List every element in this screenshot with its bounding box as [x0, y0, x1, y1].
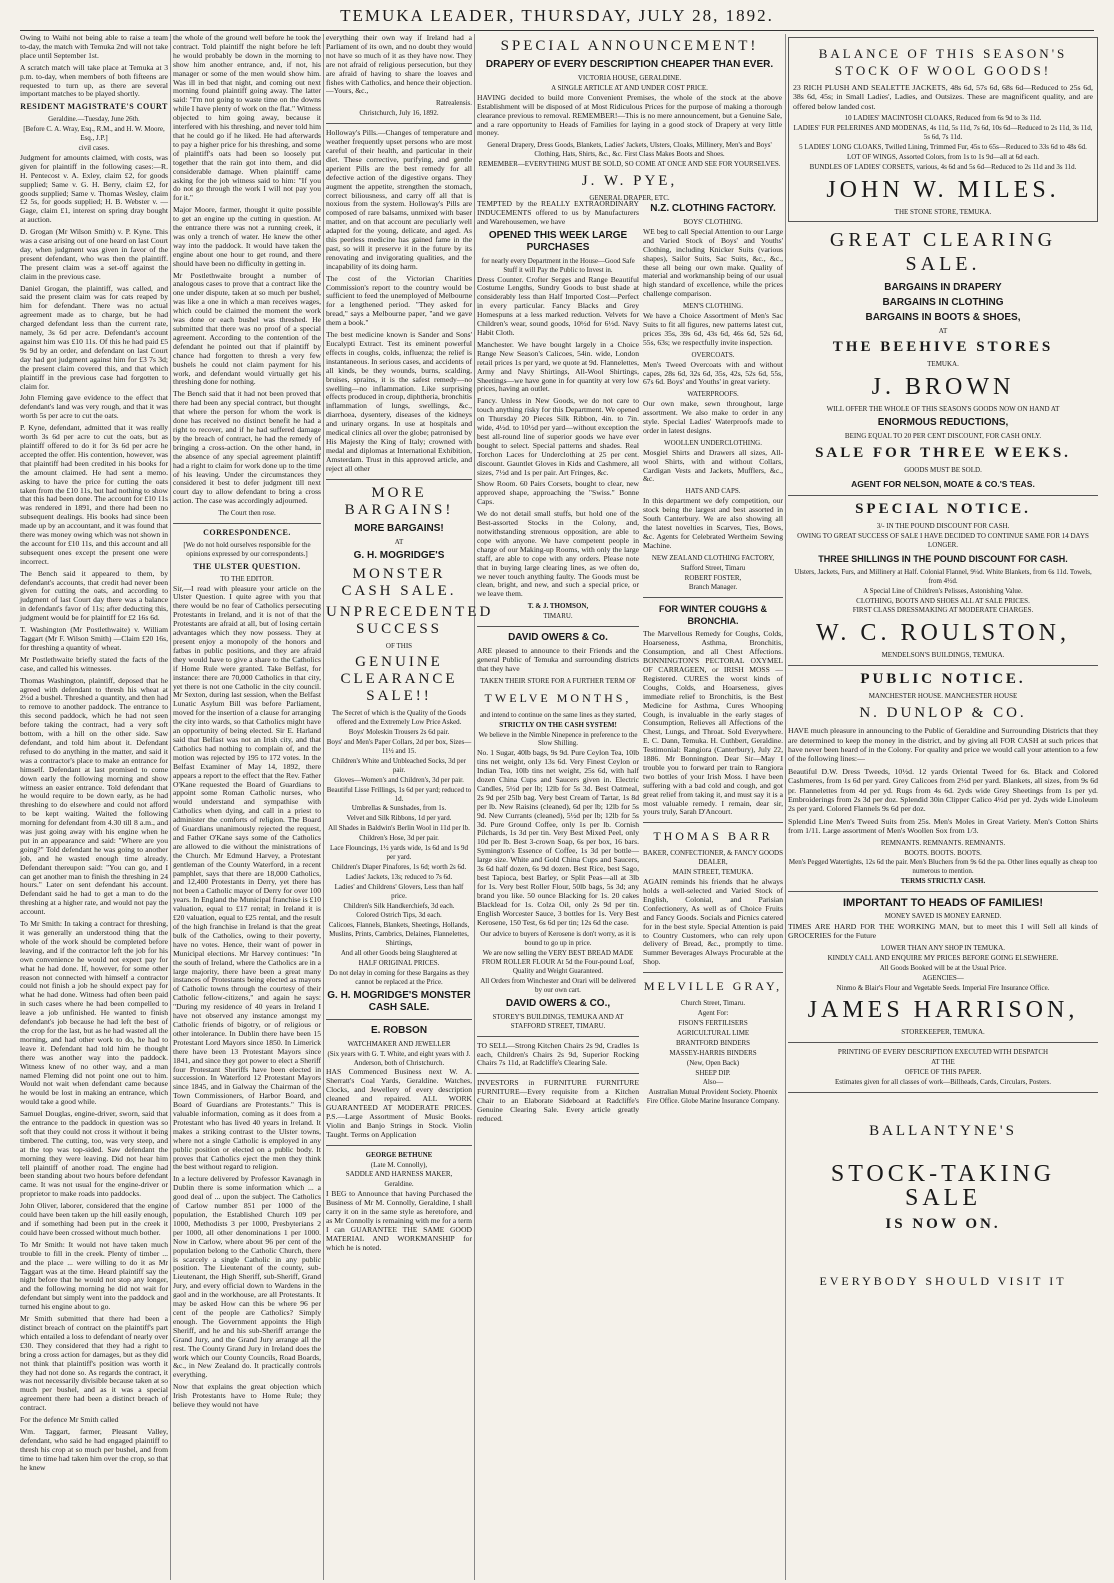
ad-text: BEING EQUAL TO 20 PER CENT DISCOUNT, FOR CASH ONLY.	[844, 432, 1042, 441]
ad-merchant: NEW ZEALAND CLOTHING FACTORY,	[651, 553, 775, 562]
paragraph: Mr Smith submitted that there had been a distinct breach of contract on the plaintiff's part which entailed a loss to defendant of nearly over £30. They considered that they had a right to bring a cross action for damages, but as they did not think that plaintiff's position was worth it they had not done so. As regards the contract, it was not necessarily divisible because taken at so much per bushel, and as it was a special agreement there had been a distinct breach of contract.	[20, 1314, 168, 1413]
column-divider	[785, 34, 786, 1580]
ad-text: FIRST CLASS DRESSMAKING AT MODERATE CHARGES.	[852, 606, 1034, 615]
paragraph: Holloway's Pills.—Changes of temperature and weather frequently upset persons who are most careful of their health, and particular in their diet. These corrective, purifying, and gentle aperient Pills are the best remedy for all defective action of the digestive organs. They augment the appetite, strengthen the stomach, correct biliousness, and carry off all that is noxious from the system. Holloway's Pills are composed of rare balsams, unmixed with baser matter, and on that account are peculiarly well adapted for the young, delicate, and aged. As this peerless medicine has gained fame in the past, so will it preserve it in the future by its renovating and invigorating qualities, and the incapability of its doing harm.	[326, 128, 472, 271]
ad-trade: WATCHMAKER AND JEWELLER	[347, 1039, 451, 1048]
column-5	[643, 200, 783, 1580]
ad-text: All Orders from Winchester and Orari will be delivered by our own cart.	[480, 976, 636, 994]
ad-item-list	[326, 728, 472, 986]
paragraph: TO SELL—Strong Kitchen Chairs 2s 9d, Cradles 1s each, Children's Chairs 2s 9d, Superior Rocking Chairs 7s 11d, at Radcliffe's Clearing Sale.	[477, 1040, 639, 1068]
paragraph: The Marvellous Remedy for Coughs, Colds, Hoarseness, Asthma, Bronchitis, Consumption, and all Chest Affections. BONNINGTON'S PECTORAL OXYMEL OF CARRAGEEN, or IRISH MOSS — Registered. CURES the worst kinds of Coughs, Colds, and Hoarseness, gives immediate relief to Bronchitis, is the Best Medicine for Asthma, Cures Whooping Cough, is invaluable in the early stages of Consumption, Relieves all Affections of the Chest, Lungs, and Throat. Sold Everywhere. E. C. Dann, Temuka. H. Cuthbert, Geraldine. Testimonial: Rangiora (Canterbury), July 22, 1886. Mr Bonnington. Dear Sir—May I trouble you to forward per train to Rangiora two bottles of your Irish Moss. I have been suffering with a bad cold and cough, and got great relief from taking it, and must say it is a most valuable remedy. I remain, dear sir, yours truly, Sarah D'Ancourt.	[643, 629, 783, 817]
announcement-banner	[477, 34, 782, 203]
paragraph: Men's Tweed Overcoats with and without capes, 28s 6d, 32s 6d, 35s, 42s, 52s 6d, 55s, 67s 6d. Boys' and Youths' in great variety.	[643, 359, 783, 387]
ad-tagline: A SINGLE ARTICLE AT AND UNDER COST PRICE.	[551, 83, 708, 92]
ad-item: Children's Diaper Pinafores, 1s 6d; worth 2s 6d.	[331, 862, 467, 871]
ad-text: (Six years with G. T. White, and eight years with J. Anderson, both of Christchurch.	[327, 1049, 471, 1067]
subheading: civil cases.	[78, 143, 110, 152]
ad-subheading: Agent For:	[697, 1009, 729, 1018]
column-divider	[474, 34, 475, 1580]
ad-headline: PUBLIC NOTICE.	[860, 671, 1026, 688]
paragraph: The Bench said it appeared to them, by defendant's accounts, that credit had never been given for cutting the oats, and according to judgment of last Court day there was a balance in defendant's favor of 11s; after deducting this, judgment would be for plaintiff for £2 16s 6d.	[20, 568, 168, 623]
ad-text: Estimates given for all classes of work—Billheads, Cards, Circulars, Posters.	[835, 1078, 1051, 1087]
ad-text: LOWER THAN ANY SHOP IN TEMUKA.	[880, 943, 1006, 952]
agent-item: BRANTFORD BINDERS	[675, 1038, 751, 1047]
ad-item: Boys' Moleskin Trousers 2s 6d pair.	[348, 728, 450, 737]
price-list: Splendid Line Men's Tweed Suits from 25s. Men's Moles in Great Variety. Men's Cotton Shirts from 1/11. Large assortment of Men's Woollen Sox from 1/3.	[788, 816, 1098, 836]
paragraph: The Bench said that it had not been proved that there had been any special contract, but thought that where the person for whom the work is done has received no distinct benefit he had a right to recover, and if he had suffered damage by the breach of contract, he had the remedy of bringing a cross-action. On the other hand, in the absence of any special agreement plaintiff had a right to claim for work done up to the time of his leaving. Under the circumstances they considered it best to defer judgment till next court day to allow defendant to bring a cross action. The case was accordingly adjourned.	[173, 389, 321, 506]
ad-subheading: OVERCOATS.	[691, 350, 735, 359]
ad-text: REMNANTS. REMNANTS. REMNANTS.	[880, 838, 1006, 847]
ad-text: TAKEN THEIR STORE FOR A FURTHER TERM OF	[480, 676, 636, 685]
divider	[477, 1036, 639, 1037]
paragraph: Manchester. We have bought largely in a Choice Range New Season's Calicoes, 54in. wide, London retail prices 1s per yard, we quote at 9d. Flannelettes, Army and Navy Shirtings, All-Wool Shirtings, Sheetings—we have gone in for quantity at very low prices, having an outlet.	[477, 339, 639, 394]
ad-headline: MORE BARGAINS!	[344, 484, 454, 518]
ad-trade: STOREKEEPER, TEMUKA.	[901, 1028, 985, 1037]
bargain-item: BARGAINS IN DRAPERY	[884, 281, 1002, 293]
ad-item: 10 LADIES' MACINTOSH CLOAKS, Reduced from 6s 9d to 3s 11d.	[844, 114, 1042, 123]
ad-item: LOT OF WINGS, Assorted Colors, from 1s to 1s 9d—all at 6d each.	[846, 152, 1040, 161]
paragraph: TIMES ARE HARD FOR THE WORKING MAN, but to meet this I will Sell all kinds of GROCERIES for the Future	[788, 922, 1098, 941]
ad-subheading: HATS AND CAPS.	[685, 487, 741, 496]
paragraph: Major Moore, farmer, thought it quite possible to get an engine up the cutting in question. At the entrance there was not a running creek, it was only a trench of water. He knew the other way into the paddock. It would have taken the engine about one hour to get round, and there should have been no difficulty in getting in.	[173, 205, 321, 268]
ad-item: Children's Silk Handkerchiefs, 3d each.	[343, 901, 455, 910]
ad-headline: BALANCE OF THIS SEASON'S STOCK OF WOOL GOODS!	[818, 46, 1068, 78]
ad-address: Church Street, Timaru.	[680, 999, 746, 1008]
ad-text: GOODS MUST BE SOLD.	[904, 466, 982, 475]
bargain-item: BARGAINS IN BOOTS & SHOES,	[865, 311, 1021, 323]
divider	[477, 1073, 639, 1074]
column-2	[173, 34, 321, 1580]
paragraph: Show Room. 60 Pairs Corsets, bought to clear, new approved shape, approaching the "Swiss." Bonne Caps.	[477, 479, 639, 507]
disclaimer: [We do not hold ourselves responsible for the opinions expressed by our correspondents.]	[183, 540, 311, 558]
paragraph: Mr Postlethwaite brought a number of analogous cases to prove that a contract like the one under dispute, taken at so much per bushel, was like a one in which a man receives wages, which could be claimed the moment the work was done or each bushel was threshed. He submitted that there was no proof of a special agreement. According to the contention of the defendant he pointed out that if plaintiff by chance had forgotten to thresh a very few bushels he could not claim payment for his work, and defendant would virtually get his threshing done for nothing.	[173, 270, 321, 387]
signature: Ratrealensis.	[436, 99, 472, 108]
ad-at: AT	[394, 537, 404, 546]
paragraph: P. Kyne, defendant, admitted that it was really worth 3s 6d per acre to cut the oats, but as plaintiff offered to do it for 3s 6d per acre he accepted the offer. His contention, however, was that plaintiff had been credited in his books for the amount claimed. He had sent a memo. asking to have the price for cutting the oats taken from the £10 11s, but had nothing to show that this had been done. The account for £10 11s was rendered in 1891, and there had been no subsequent dealings. His books had since been made up by an accountant, and it was found that there was money owing which was not shown in the account for £10 11s, and this account and all subsequent ones except the present one were incorrect.	[20, 423, 168, 566]
divider	[326, 479, 472, 480]
ad-address: MAIN STREET, TEMUKA.	[672, 868, 754, 877]
ad-location: VICTORIA HOUSE, GERALDINE.	[577, 74, 682, 82]
ad-headline: FOR WINTER COUGHS & BRONCHIA.	[659, 604, 767, 627]
masthead: TEMUKA LEADER, THURSDAY, JULY 28, 1892.	[340, 6, 774, 25]
ad-item: Beautiful Lisse Frillings, 1s 6d per yard; reduced to 1d.	[326, 785, 472, 803]
ad-text: We are now selling the VERY BEST BREAD MADE FROM ROLLER FLOUR At 5d the Four-pound Loaf, Quality and Weight Guaranteed.	[481, 949, 635, 976]
paragraph: HAVING decided to build more Convenient Premises, the whole of the stock at the above Establishment will be disposed of at Most Ridiculous Prices for the purpose of making a thorough clearance previous to removal. REMEMBER!—This is no mere announcement, but a Genuine Sale, and a rare opportunity to Heads of Families for laying in a good stock of Drapery at very little money.	[477, 92, 782, 138]
to-editor: TO THE EDITOR.	[220, 574, 274, 583]
ad-merchant: JAMES HARRISON,	[807, 997, 1079, 1024]
section-heading: CORRESPONDENCE.	[203, 528, 291, 538]
ad-merchant: MELVILLE GRAY,	[643, 979, 783, 994]
ad-headline: N.Z. CLOTHING FACTORY.	[650, 203, 776, 214]
ad-merchant: J. BROWN	[871, 374, 1015, 401]
paragraph: Now that explains the great objection which Irish Protestants have to Home Rule; they believe they would not have	[173, 1382, 321, 1410]
ad-text: All Goods Booked will be at the Usual Price.	[879, 963, 1007, 972]
ad-text: EVERYBODY SHOULD VISIT IT	[819, 1273, 1067, 1288]
bargain-item: BARGAINS IN CLOTHING	[882, 296, 1004, 308]
article-heading: RESIDENT MAGISTRATE'S COURT	[20, 102, 168, 112]
bench: [Before C. A. Wray, Esq., R.M., and H. W. Moore, Esq., J.P.]	[23, 125, 165, 143]
paragraph: AGAIN reminds his friends that he always holds a well-selected and Varied Stock of English, Colonial, and Parisian Confectionery, As well as of Choice Fruits and Fancy Goods. Socials and Picnics catered for in the best style. Special Attention is paid to Country Customers, who can rely upon delivery of Bread, &c., promptly to time. Summer Beverages Always Procurable at the Shop.	[643, 877, 783, 967]
ad-merchant: N. DUNLOP & CO.	[859, 705, 1027, 722]
ad-text: Australian Mutual Provident Society. Phoenix Fire Office. Globe Marine Insurance Company.	[646, 1088, 780, 1106]
column-4	[477, 200, 639, 1580]
ad-text: Ninmo & Blair's Flour and Vegetable Seeds. Imperial Fire Insurance Office.	[836, 983, 1050, 992]
column-3	[326, 33, 494, 1580]
paragraph: HAS Commenced Business next W. A. Sherratt's Coal Yards, Geraldine. Watches, Clocks, and Jewellery of every description cleaned and repaired. ALL WORK GUARANTEED AT MODERATE PRICES. P.S.—Large Assortment of Music Books. Violin and Banjo Strings in Stock. Violin Taught. Terms on Application	[326, 1067, 472, 1139]
paragraph: TEMPTED by the REALLY EXTRAORDINARY INDUCEMENTS offered to us by Manufacturers and Warehousemen, we have	[477, 199, 639, 226]
divider	[477, 626, 639, 627]
ad-text: WILL OFFER THE WHOLE OF THIS SEASON'S GOODS NOW ON HAND AT	[826, 405, 1060, 414]
ad-subheading: WATERPROOFS.	[687, 390, 739, 399]
ad-role: Branch Manager.	[688, 583, 738, 592]
divider	[173, 523, 321, 524]
paragraph: Thomas Washington, plaintiff, deposed that he agreed with defendant to thresh his wheat at 2½d a bushel. Threshed a quantity, and then had to remove to another paddock. The entrance to this second paddock, which he had not seen before taking the contract, had a very soft bottom, with a hill on the other side. Saw defendant, and told him about it. Defendant refused to do anything in the matter, and said it was a contractor's place to make an entrance for himself. Defendant at last promised to come down early the following morning and show witness an easier entrance. Told defendant that he would require to be down early, as he had threshing to do elsewhere and could not afford to be kept waiting. Waited the following morning for defendant from 4.30 till 8 a.m., and was just going away with his engine when he put in an appearance and said: "Where are you going?" Told defendant he was going to another job, and he wasted enough time already. Defendant thereupon said: "You can go, and I can get another man to finish the threshing in 24 hours." Later on sent defendant his account. Defendant said he had to get a man to do the threshing at a higher rate, and would not pay the account.	[20, 675, 168, 917]
paragraph: 23 RICH PLUSH AND SEALETTE JACKETS, 48s 6d, 57s 6d, 68s 6d—Reduced to 25s 6d, 38s 6d, 45s; in Small Ladies', Ladies, and Outsizes. These are magnificent quality, and are offered below landed cost.	[793, 83, 1093, 111]
paragraph: Daniel Grogan, the plaintiff, was called, and said the present claim was for cats reaped by him for defendant. There was no actual agreement made as to charge, but he had charged defendant less than the current rate, namely, 3s 6d per acre. Defendant's account against him was £10 11s. Of this he had paid £5 9s 9d by an order, and defendant on last Court day had got judgment against him for £3 7s 3d; the present claim covered this, and that which plaintiff in the previous case had forgotten to claim for.	[20, 283, 168, 391]
paragraph: Mr Postlethwaite briefly stated the facts of the case, and called his witnesses.	[20, 654, 168, 673]
ad-trade: SADDLE AND HARNESS MAKER,	[345, 1170, 453, 1179]
paragraph: To Mr Smith: It would not have taken much trouble to fill in the creek. Plenty of timber ... and the place ... were willing to do it as Mr Taggart was at the time. Heard plaintiff say the night before that he would not stop any longer, and the following morning he did not wait for defendant but simply went into the paddock and turned his engine about to go.	[20, 1239, 168, 1312]
ad-manager: ROBERT FOSTER,	[684, 573, 742, 582]
divider	[788, 1042, 1098, 1043]
ad-address: THE STONE STORE, TEMUKA.	[894, 207, 992, 216]
ad-subheadline: DRAPERY OF EVERY DESCRIPTION CHEAPER THAN EVER.	[485, 59, 774, 70]
paragraph: John Oliver, laborer, considered that the engine could have been taken up the hill easily enough, and if something had been put in the creek it could have been crossed without much bother.	[20, 1201, 168, 1237]
ad-town: TIMARU.	[543, 612, 573, 621]
ad-text: OWING TO GREAT SUCCESS OF SALE I HAVE DECIDED TO CONTINUE SAME FOR 14 DAYS LONGER.	[797, 532, 1089, 549]
ad-trade: GENERAL DRAPER, ETC.	[589, 194, 670, 203]
price-list: No. 1 Sugar, 40lb bags, 9s 9d. Pure Ceylon Tea, 10lb tins net weight, only 13s 6d. Very Finest Ceylon or Indian Tea, 10lb tins net weight, 25s 6d, with half dozen China Cups and Saucers given in. Electric Candles, 5½d per lb; 12lb for 5s 3d. Best Oatmeal, 2s 9d per 25lb bag. Very best Cream of Tartar, 1s 8d per lb. New Raisins (cleaned), 6d per lb; 12lb for 5s 9d. New Currants (cleaned), 5½d per lb; 12lb for 5s 3d. Pure Ground Coffee, only 1s per lb. Cornish Pilchards, 1s 3d per tin. Very Best Mixed Peel, only 10d per lb. Best 3-crown Soap, 6s per box, 16 bars. Symington's Essence of Coffee, 1s 3d per bottle—large size. White and Gold China Cups and Saucers, 3s 6d half dozen, 6s 9d dozen. Best Rice, best Sago, best Tapioca, best Barley, or Split Peas—all at 3lb for 1s. Very best Roller Flour, 50lb bags, 5s 3d; any brand you like. 50 ounce Blacking for 1s. 20 cakes Blacklead for 1s. Colza Oil, only 2s 9d per tin. English Worcester Sauce, 3 bottles for 1s. Very Best Kerosene, 150 Test, 6s 6d per tin; 12s 6d the case.	[477, 748, 639, 927]
paragraph: In a lecture delivered by Professor Kavanagh in Dublin there is some information which ... a good deal of ... upon the subject. The Catholics of Carlow number 851 per 1000 of the population, the Established Church 109 per 1000, Methodists 3 per 1000, Presbyterians 2 per 1000, all other denominations 1 per 1000. Now in Carlow, where about 96 per cent of the population belong to the Catholic Church, there is scarcely a single Catholic in any public position. The Lieutenant of the county, sub-Lieutenant, the High Sheriff, sub-Sheriff, Grand Jury, and every official down to Wardens in the gaol and in the workhouse, are all Protestants. It may be asked How can this be where 96 per cent of the people are Catholics? Simply enough. The Government appoints the High Sheriff, and he and his sub-Sheriff arrange the Grand Jury, and the Grand Jury arrange all the rest. The County Grand Jury in Ireland does the work which our County Councils, Road Boards, &c., in New Zealand do. It practically controls everything.	[173, 1174, 321, 1380]
ad-item: Ladies' Jackets, 13s; reduced to 7s 6d.	[345, 872, 453, 881]
ad-at: AT	[938, 326, 948, 335]
ad-headline: SPECIAL NOTICE.	[855, 501, 1031, 518]
divider	[788, 891, 1098, 892]
ad-text: Our advice to buyers of Kerosene is don't worry, as it is bound to go up in price.	[480, 930, 636, 948]
paragraph: Our own make, sewn throughout, large assortment. We also make to order in any style. Special Ladies' Waterproofs made to order in latest designs.	[643, 399, 783, 435]
ad-subheadline: THREE SHILLINGS IN THE POUND DISCOUNT FOR CASH.	[818, 553, 1068, 564]
paragraph: WE beg to call Special Attention to our Large and Varied Stock of Boys' and Youths' Clothing, including Knicker Suits (various shapes), Sailor Suits, Sac Suits, &c., &c., these all being our own make. Quality of material and workmanship being of our usual high standard of excellence, while the prices challenge comparison.	[643, 226, 783, 299]
paragraph: Mosgiel Shirts and Drawers all sizes, All-wool Shirts, with and without Collars, Cardigan Vests and Jackets, Mufflers, &c., &c.	[643, 447, 783, 484]
ad-headline: SPECIAL ANNOUNCEMENT!	[500, 38, 759, 54]
ad-merchant: JOHN W. MILES.	[826, 176, 1060, 203]
ad-item: Do not delay in coming for these Bargains as they cannot be replaced at the Price.	[328, 968, 470, 986]
ad-merchant: DAVID OWERS & Co.	[508, 632, 608, 644]
paragraph: everything their own way if Ireland had a Parliament of its own, and no doubt they would not have so much of it as they have now. They are not afraid of religious persecution, but they are afraid of having to share the loaves and fishes with Catholics, and hence their objection. —Yours, &c.,	[326, 33, 472, 96]
ad-subheadline: IS NOW ON.	[885, 1215, 1001, 1232]
agent-item: (New, Open Back)	[686, 1058, 740, 1067]
dateline: Geraldine.—Tuesday, June 26th.	[48, 115, 140, 124]
ad-town: TEMUKA.	[927, 360, 959, 369]
ad-item: Ladies' and Childrens' Glovers, Less than half price.	[334, 882, 464, 900]
ad-item: Boys' and Men's Paper Collars, 2d per box, Sizes—11½ and 15.	[326, 738, 472, 756]
ad-text: REMEMBER—EVERYTHING MUST BE SOLD, SO COME AT ONCE AND SEE FOR YOURSELVES.	[478, 160, 781, 169]
ad-item: Velvet and Silk Ribbons, 1d per yard.	[346, 814, 452, 823]
ad-text: Men's Pegged Watertights, 12s 6d the pair. Men's Bluchers from 9s 6d the pa. Other lines equally as cheap too numerous to mention.	[788, 858, 1098, 876]
paragraph: The best medicine known is Sander and Sons' Eucalypti Extract. Test its eminent powerful effects in coughs, colds, influenza; the relief is instantaneous. In serious cases, and accidents of all kinds, be they wounds, burns, scalding, bruises, sprains, it is the safest remedy—no swelling—no inflammation. Like surprising effects produced in croup, diphtheria, bronchitis inflammation of lungs, swellings, &c., diarrhoea, dysentery, diseases of the kidneys and urinary organs. In use at hospitals and medical clinics all over the globe; patronised by His Majesty the King of Italy; crowned with medal and diplomas at International Exhibition, Amsterdam. Trust in this approved article, and reject all other	[326, 330, 472, 473]
ad-title: TWELVE MONTHS,	[484, 690, 632, 705]
ad-item: Umbrellas & Sunshades, from 1s.	[351, 804, 447, 813]
ad-subheading: MEN'S CLOTHING.	[683, 302, 743, 311]
ad-headline: STOCK-TAKING SALE	[830, 1160, 1056, 1211]
ad-address: Stafford Street, Timaru	[680, 563, 746, 572]
ad-text: MONEY SAVED IS MONEY EARNED.	[884, 912, 1002, 921]
column-6	[788, 34, 1098, 1580]
ad-at: AT THE	[931, 1058, 955, 1067]
ad-title: MONSTER CASH SALE.	[341, 565, 457, 599]
ad-text: A Special Line of Children's Pelisses, Astonishing Value.	[863, 586, 1023, 595]
ad-subheadline: ENORMOUS REDUCTIONS,	[877, 417, 1009, 429]
ad-text: for nearly every Department in the House—Good Safe Stuff it will Pay the Public to Invest in.	[481, 256, 635, 274]
ad-item: All Shades in Baldwin's Berlin Wool in 11d per lb.	[328, 824, 470, 833]
paragraph: Sir,—I read with pleasure your article on the Ulster Question. I quite agree with you that there would be no fear of Catholics persecuting Protestants in Ireland, and it is not of that the Protestants are afraid at all, but of losing certain advantages which they now possess. They at present enjoy a monopoly of the honors and fatbas in public positions, and they are afraid they would have to give a share to the Catholics if Home Rule were granted. Take Belfast, for instance: there are 70,000 Catholics in that city, yet there is not one Catholic in the city council. Mr Sexton, during last session, when the Belfast Lunatic Asylum Bill was before Parliament, moved for the insertion of a clause for arranging the city into wards, so that Catholics might have an opportunity of being elected. Sir E. Harland said that Belfast was not an Irish city, and that Catholics had nothing to complain of, and the motion was rejected by 195 to 172 votes. In the Belfast Examiner of May 14, 1892, there appears a report to the effect that the Rev. Father O'Kane requested the Board of Guardians to appoint some Roman Catholic nurses, who would understand and sympathise with Catholics when dying, and call in a priest to administer the comforts of religion. The Board of Guardians unanimously rejected the request, and Father O'Kane says some of the Catholics are allowed to die without the ministrations of the Church. Mr Edmund Harvey, a Protestant gentleman of the County Waterford, in a recent pamphlet, says that there are 18,000 Catholics, and 12,400 Protestants in Derry, yet there has not been a Catholic mayor of Derry for over 100 years. In England the Municipal franchise is £10 valuation, equal to £17 rental; in Ireland it is £20 valuation, equal to £25 rental, and the result of the high franchise in Ireland is that the great bulk of the Catholics, owing to their poverty, have no votes. Hence, their want of power in Municipal elections. Mr Harvey continues: "In the south of Ireland, where the Catholics are in a large majority, there have been a great many instances of Protestants being elected as mayors of Catholic towns through the courtesy of their Catholic fellow-citizens," and again he says: "During my residence of 40 years in Ireland I have not observed any instance amongst my Catholic friends of bigotry, or of religious or other intolerance. In Dublin there have been 15 Protestant Lord Mayors since 1850. In Limerick there have been 13 Protestant Mayors since 1841, and since they got power to elect a Sheriff four Protestant Sheriffs have been elected in succession. In Waterford 12 Protestant Mayors since 1845, and in Galway the Chairman of the Town Commissioners, of Harbor Board, and Board of Guardians are Protestants." This is valuable information, coming as it does from a Protestant who has lived 40 years in Ireland. It makes a striking contrast to the Ulster towns, where not a single Catholic is employed in any public position or elected on a public body. It proves that Catholics eject the men they think the best without regard to religion.	[173, 583, 321, 1172]
ad-subheadline: MORE BARGAINS!	[354, 522, 444, 534]
paragraph: Fancy. Unless in New Goods, we do not care to touch anything risky for this Department. We opened on Thursday 20 Pieces Silk Ribbon, 4in. to 7in. wide, 4½d. to 10½d per yard—without exception the best all-round line of superior goods we have ever bought to select. Special patterns and shades. Real Torchon Laces for Underclothing at 25 per cent. discount. Gauntlet Gloves in Kids and Cashmere, all sizes, 7½d and 1s per pair. Art Fringes, &c.	[477, 396, 639, 477]
paragraph: I BEG to Announce that having Purchased the Business of Mr M. Connolly, Geraldine, I shall carry it on in the same style as heretofore, and as Mr Connolly is remaining with me for a term I can GUARANTEE THE SAME GOOD MATERIAL AND WORKMANSHIP for which he is noted.	[326, 1189, 472, 1252]
divider	[788, 495, 1098, 496]
ad-text: STRICTLY ON THE CASH SYSTEM!	[499, 720, 617, 729]
paragraph: The cost of the Victorian Charities Commission's report to the country would be sufficient to feed the unemployed of Melbourne for a lengthened period. "They asked for bread," says a Melbourne paper, "and we gave them a book."	[326, 273, 472, 328]
ad-title: UNPRECEDENTED SUCCESS	[326, 603, 494, 637]
ad-merchant: T. & J. THOMSON,	[527, 602, 589, 611]
ad-merchant: BALLANTYNE'S	[869, 1122, 1017, 1139]
ad-merchant: G. H. MOGRIDGE'S	[353, 549, 445, 561]
ad-subheading: BOYS' CLOTHING.	[683, 218, 743, 226]
agent-item: AGRICULTURAL LIME	[676, 1028, 750, 1037]
ad-item: Children's White and Unbleached Socks, 3d per pair.	[332, 756, 466, 774]
ad-item: Children's Hose, 3d per pair.	[359, 834, 439, 843]
paragraph: T. Washington (Mr Postlethwaite) v. William Taggart (Mr F. Wilson Smith) —Claim £20 16s, for threshing a quantity of wheat.	[20, 625, 168, 652]
ad-item: BUNDLES OF LADIES' CORSETS, various, 4s 6d and 5s 6d—Reduced to 2s 11d and 3s 11d.	[809, 162, 1077, 171]
ad-merchant: GEORGE BETHUNE	[365, 1150, 433, 1159]
column-divider	[323, 34, 324, 1580]
ad-text: OFFICE OF THIS PAPER.	[904, 1068, 982, 1077]
paragraph: HAVE much pleasure in announcing to the Public of Geraldine and Surrounding Districts that they are determined to keep the money in the district, and by giving all FOR CASH at such prices that have never been heard of in the Colony. For quality and price we would call your attention to a few of the following lines:—	[788, 726, 1098, 764]
agent-item: SHEEP DIP.	[695, 1068, 731, 1077]
ad-item: HALF ORIGINAL PRICES.	[358, 958, 440, 967]
divider	[643, 822, 783, 823]
divider	[788, 665, 1098, 666]
ad-item: LADIES' FUR PELERINES AND MODENAS, 4s 11d, 5s 11d, 7s 6d, 10s 6d—Reduced to 2s 11d, 3s 11d, 5s 6d, 7s 11d.	[793, 124, 1093, 142]
paragraph: Owing to Waihi not being able to raise a team to-day, the match with Temuka 2nd will not take place until September 1st.	[20, 33, 168, 60]
ad-subheading: WOOLLEN UNDERCLOTHING.	[664, 438, 762, 447]
ad-text: General Drapery, Dress Goods, Blankets, Ladies' Jackets, Ulsters, Cloaks, Millinery, Men's and Boys' Clothing, Hats, Shirts, &c., &c. First Class Makes Boots and Shoes.	[487, 141, 772, 159]
agent-item: FISON'S FERTILISERS	[678, 1018, 748, 1027]
paragraph: ARE pleased to announce to their Friends and the general Public of Temuka and surrounding districts that they have	[477, 646, 639, 673]
divider	[326, 1019, 472, 1020]
price-list: Beautiful D.W. Dress Tweeds, 10½d. 12 yards Oriental Tweed for 6s. Black and Colored Cashmeres, from 1s 6d per yard. Grey Calicoes from 2½d per yard. Blankets, all sizes, from 9s 6d pr. Flannelettes from 4d per yd. Rugs from 4s 6d. 2yds wide Grey Sheetings from 1s per yd. Embroiderings from 2s 3d per doz. Splendid 30in Clipper Calico 4½d per yd. 2yds wide Linoleum 2s per yard. Colored Flannels 9s 6d per doz.	[788, 766, 1098, 814]
ad-text: Ulsters, Jackets, Furs, and Millinery at Half. Colonial Flannel, 9¼d. White Blankets, from 6s 11d. Towels, from 4½d.	[794, 567, 1092, 585]
agent-item: MASSEY-HARRIS BINDERS	[669, 1048, 757, 1057]
ad-item: Lace Flouncings, 1½ yards wide, 1s 6d and 1s 9d per yard.	[329, 844, 469, 861]
ad-address: MENDELSON'S BUILDINGS, TEMUKA.	[881, 651, 1005, 660]
ad-title: GENUINE CLEARANCE SALE!!	[340, 654, 458, 705]
masthead-rule	[20, 30, 1094, 31]
ad-address: STOREY'S BUILDINGS, TEMUKA AND AT STAFFORD STREET, TIMARU.	[492, 1012, 624, 1030]
divider	[643, 972, 783, 973]
ad-headline: GREAT CLEARING SALE.	[829, 228, 1057, 275]
ad-title: SALE FOR THREE WEEKS.	[815, 445, 1071, 462]
paragraph: John Fleming gave evidence to the effect that defendant's land was very rough, and that it was worth 5s per acre to cut the oats.	[20, 393, 168, 421]
ad-trade: BAKER, CONFECTIONER, & FANCY GOODS DEALER,	[643, 849, 784, 867]
bargain-list	[788, 282, 1098, 324]
ad-item: Calicoes, Flannels, Blankets, Sheetings, Hollands, Muslins, Prints, Cambrics, Delaines, Flannelettes, Shirtings,	[328, 921, 470, 948]
ad-text: 3/- IN THE POUND DISCOUNT FOR CASH.	[876, 522, 1010, 531]
ad-text: KINDLY CALL AND ENQUIRE MY PRICES BEFORE GOING ELSEWHERE.	[827, 953, 1059, 962]
ad-merchant: DAVID OWERS & CO.,	[505, 997, 611, 1009]
ad-merchant: E. ROBSON	[370, 1024, 428, 1036]
ad-store: THE BEEHIVE STORES	[832, 339, 1054, 356]
paragraph: D. Grogan (Mr Wilson Smith) v. P. Kyne. This was a case arising out of one heard on last Court day, when judgment was given in favor of the present defendant, who was then the plaintiff. The present claim was a set-off against the claim in the previous case.	[20, 227, 168, 281]
ad-sub: (Late M. Connolly),	[370, 1160, 428, 1169]
divider	[788, 1092, 1098, 1093]
paragraph: For the defence Mr Smith called	[20, 1415, 119, 1425]
ad-merchant: THOMAS BARR	[653, 829, 773, 844]
divider	[643, 597, 783, 598]
ad-item: 5 LADIES' LONG CLOAKS, Twilled Lining, Trimmed Fur, 45s to 65s—Reduced to 33s 6d to 48s 6d.	[799, 142, 1087, 151]
paragraph: In this department we defy competition, our stock being the largest and best assorted in South Canterbury. We are also showing all the latest novelties in Scarves, Ties, Bows, &c. Agents for Celebrated Wertheim Sewing Machine.	[643, 496, 783, 550]
ad-text: BOOTS. BOOTS. BOOTS.	[904, 848, 982, 857]
ad-merchant: W. C. ROULSTON,	[815, 620, 1071, 647]
ad-item: Colored Ostrich Tips, 3d each.	[356, 911, 442, 920]
agent-list	[643, 1019, 783, 1077]
ad-tagline: The Secret of which is the Quality of the Goods offered and the Extremely Low Price Asked.	[332, 709, 466, 727]
sign-date: Christchurch, July 16, 1892.	[359, 109, 439, 118]
ad-subheading: Also—	[702, 1078, 724, 1087]
ad-text: We believe in the Nimble Ninepence in preference to the Slow Shilling.	[478, 730, 638, 748]
column-1	[20, 34, 168, 1580]
ad-text: PRINTING OF EVERY DESCRIPTION EXECUTED WITH DESPATCH	[837, 1048, 1049, 1057]
paragraph: Wm. Taggart, farmer, Pleasant Valley, defendant, who said he had engaged plaintiff to thresh his crop at so much per bushel, and from time to time had taken him over the crop, so that he knew	[20, 1426, 168, 1472]
ad-store: MANCHESTER HOUSE. MANCHESTER HOUSE	[868, 692, 1018, 701]
paragraph: Samuel Douglas, engine-driver, sworn, said that the entrance to the paddock in question was so soft that they could not cross it without it being timbered. The cutting, too, was very steep, and at the top was top-sided. Saw defendant the morning they were leaving. Did not hear him tell plaintiff of another road. The engine had been standing about two hours before defendant came. It was not usual for the engine-driver or proprietor to make roads into paddocks.	[20, 1109, 168, 1199]
divider	[326, 123, 472, 124]
divider	[326, 1145, 472, 1146]
paragraph: the whole of the ground well before he took the contract. Told plaintiff the night before he left he would probably be down in the morning to show him another entrance, and, if not, his manager or some of the men would show him. Was ill in bed that night, and coming out next morning found plaintiff going away. The latter said: "I'm not going to waste time on the downs while I have plenty of work on the flat." Witness objected to him going away, because it interfered with his threshing, and never told him that he could go if he liked. He had afterwards to pay a higher price for his threshing, and some of plaintiff's oats had been so loosely put together that the rain got into them, and did considerable damage. When plaintiff came asking for the job witness said to him: "If you do not go through the work I will not pay you for it."	[173, 33, 321, 203]
ad-subheadline: OPENED THIS WEEK LARGE PURCHASES	[488, 229, 628, 253]
ad-item: And all other Goods being Slaughtered at	[340, 949, 458, 958]
paragraph: INVESTORS in FURNITURE FURNITURE FURNITURE—Every requisite from a Kitchen Chair to an Elaborate Sideboard at Radcliffe's Genuine Clearing Sale. Every article greatly reduced.	[477, 1078, 639, 1123]
ad-text: CLOTHING, BOOTS AND SHOES ALL AT SALE PRICES.	[856, 596, 1030, 605]
paragraph: A scratch match will take place at Temuka at 3 p.m. to-day, when members of both fifteens are requested to turn up, as there are several important matches to be played shortly.	[20, 62, 168, 99]
paragraph: Dress Counter. Crofter Serges and Range Beautiful Costume Lengths, Sundry Goods to bust shade at considerably less than Half Imported Cost—Perfect in every particular. Fancy Blacks and Grey Homespuns at a less marked reduction. Velvets for Children's wear, sound goods, 10½d for 6½d. Navy Habit Cloth.	[477, 274, 639, 337]
court-rose: The Court then rose.	[218, 509, 276, 518]
letter-heading: THE ULSTER QUESTION.	[193, 561, 301, 571]
paragraph: We have a Choice Assortment of Men's Sac Suits to fit all figures, new patterns latest cut, prices 35s, 39s 6d, 43s 6d, 46s 6d, 52s 6d, 55s, 63s; we respectfully invite inspection.	[643, 311, 783, 347]
ad-merchant: J. W. PYE,	[581, 173, 678, 190]
paragraph: To Mr Smith: In taking a contract for threshing, it was generally an understood thing that the whole of the work should be completed before leaving, and if the contractor left the job for his own convenience he would not expect pay for what he had done. If, however, for some other reason not connected with himself a contractor could not finish a job he should expect pay for what he had done. Witness had often been paid in such cases where he had been compelled to leave a job unfinished. He wanted to finish defendant's job because he had left the best of the crop for the last, but as he had wasted all the morning, and had other work to do, he had to leave it. Defendant had told him he thought there was another way into the paddock. Witness knew of no other way, and a man named Fleming did not point one out to him. Would not wait when defendant came because he would be lost in making an entrance, which would take a good while.	[20, 919, 168, 1107]
ad-subheading: AGENCIES—	[922, 973, 964, 982]
ad-headline: IMPORTANT TO HEADS OF FAMILIES!	[842, 897, 1044, 910]
ad-agent: AGENT FOR NELSON, MOATE & CO.'S TEAS.	[851, 479, 1035, 490]
paragraph: We do not detail small stuffs, but hold one of the Best-assorted Stocks in the Colony, and, notwithstanding strenuous opposition, are able to cope with anyone. We have competent people in charge of our Making-up Rooms, with only the large staff, are able to cope with any orders. Please note that in buying large clearing lines, as we often do, we never touch anything faulty. The Goods must be clean, bright, and new, and such a special price, or we leave them.	[477, 509, 639, 599]
ad-town: Geraldine.	[384, 1180, 414, 1189]
ad-text: and intend to continue on the same lines as they started,	[479, 710, 637, 719]
wool-goods-ad	[788, 37, 1098, 222]
ad-of: OF THIS	[385, 641, 413, 650]
column-divider	[170, 34, 171, 1580]
ad-item: Gloves—Women's and Children's, 3d per pair.	[334, 775, 464, 784]
ad-footer: G. H. MOGRIDGE'S MONSTER CASH SALE.	[327, 989, 471, 1013]
ad-terms: TERMS STRICTLY CASH.	[900, 877, 986, 886]
paragraph: Judgment for amounts claimed, with costs, was given for plaintiff in the following cases:—R. H. Pentecost v. A. Exley, claim £2, for goods supplied; Same v. G. H. Berry, claim £2, for goods supplied; Same v. Thomas Wesley, claim £2 5s, for goods supplied; H. B. Webster v. — Gage, claim £1, interest on spring dray bought at auction.	[20, 152, 168, 225]
